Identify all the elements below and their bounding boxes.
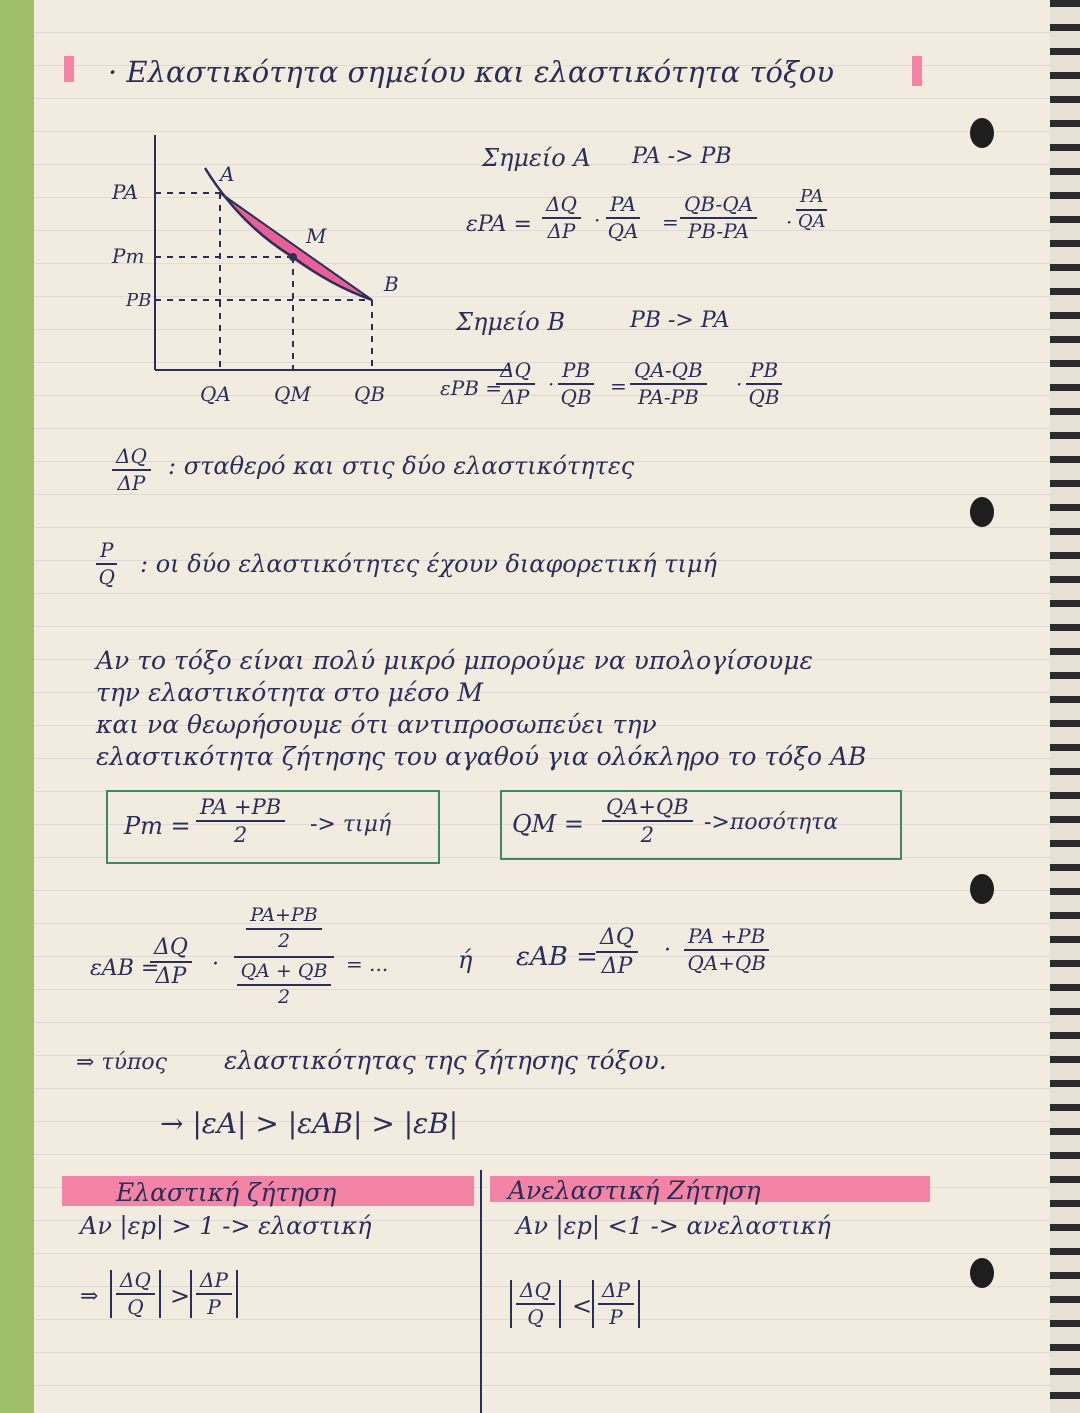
elastic-rhs-frac: $\frac{\Delta P}{P}$	[190, 1270, 238, 1318]
inelastic-rule: Αν |εp| <1 -> ανελαστική	[516, 1212, 831, 1240]
point-label-b: B	[384, 272, 399, 296]
spiral-binding	[1050, 0, 1080, 1413]
pm-note: -> τιμή	[310, 812, 392, 837]
punch-hole	[970, 118, 994, 148]
elastic-arrow: ⇒	[80, 1284, 99, 1309]
elastic-title: Ελαστική ζήτηση	[116, 1178, 337, 1207]
title-marker-right	[912, 56, 922, 86]
page-title: · Ελαστικότητα σημείου και ελαστικότητα τόξου	[108, 55, 835, 89]
note-p-q-frac: $\frac{P}{Q}$	[96, 540, 117, 588]
axis-label-qb: QB	[354, 382, 386, 406]
point-b-frac-pb-qb-2: $\frac{PB}{QB}$	[746, 360, 782, 408]
point-label-m: M	[306, 224, 327, 248]
arc-or: ή	[458, 946, 473, 974]
punch-hole	[970, 1258, 994, 1288]
arc-frac-dq-dp: $\frac{\Delta Q}{\Delta P}$	[150, 936, 192, 988]
column-divider	[480, 1170, 482, 1413]
note-dq-dp-frac: $\frac{\Delta Q}{\Delta P}$	[112, 446, 151, 494]
qm-lhs: QM =	[512, 810, 584, 838]
arc-tail: = ...	[346, 952, 389, 976]
equals: =	[662, 210, 679, 234]
point-a-lhs: εPA =	[466, 212, 532, 237]
point-label-a: A	[220, 162, 235, 186]
point-a-frac-dq-dp: $\frac{\Delta Q}{\Delta P}$	[542, 194, 581, 242]
dot: ·	[594, 208, 601, 232]
paragraph-line-1: Αν το τόξο είναι πολύ μικρό μπορούμε να υπολογίσουμε	[96, 646, 813, 675]
axis-label-qm: QM	[274, 382, 311, 406]
arc-frac-3: $\frac{PA +PB}{QA+QB}$	[684, 926, 769, 974]
margin-bar	[0, 0, 34, 1413]
note-dq-dp-text: : σταθερό και στις δύο ελαστικότητες	[168, 452, 635, 480]
qm-note: ->ποσότητα	[704, 810, 839, 835]
point-b-frac-dq-dp: $\frac{\Delta Q}{\Delta P}$	[496, 360, 535, 408]
arc-frac-2: $\frac{\Delta Q}{\Delta P}$	[596, 926, 638, 978]
inelastic-title: Ανελαστική Ζήτηση	[508, 1176, 761, 1205]
dot: ·	[736, 372, 743, 396]
arc-big-den: $\frac{QA + QB}{2}$	[237, 962, 332, 1008]
point-b-lhs: εPB =	[440, 376, 503, 400]
note-p-q-text: : οι δύο ελαστικότητες έχουν διαφορετική τιμή	[140, 550, 717, 578]
dot: ·	[786, 210, 793, 234]
axis-label-pb: PB	[126, 290, 152, 311]
arc-big-num: $\frac{PA+PB}{2}$	[246, 906, 321, 952]
punch-hole	[970, 874, 994, 904]
dot: ·	[548, 372, 555, 396]
pm-lhs: Pm =	[124, 812, 191, 840]
pm-frac: $\frac{PA +PB}{2}$	[196, 796, 285, 846]
demand-curve-graph	[100, 130, 520, 410]
paragraph-line-2: την ελαστικότητα στο μέσο M	[96, 678, 483, 707]
point-b-frac-pb-qb: $\frac{PB}{QB}$	[558, 360, 594, 408]
arc-big-fraction	[234, 906, 334, 1008]
conclusion-arrow-label: ⇒ τύπος	[76, 1050, 167, 1075]
arc-lhs-2: εAB =	[516, 942, 598, 972]
point-b-direction: PB -> PA	[630, 308, 730, 333]
arc-lhs: εAB =	[90, 956, 160, 981]
dot: ·	[212, 952, 219, 977]
axis-label-pa: PA	[112, 180, 139, 204]
point-a-frac-pa-qa-2: $\frac{PA}{QA}$	[797, 186, 826, 232]
inelastic-rhs-frac: $\frac{\Delta P}{P}$	[592, 1280, 640, 1328]
axis-label-qa: QA	[200, 382, 231, 406]
elastic-lhs-frac: $\frac{\Delta Q}{Q}$	[110, 1270, 161, 1318]
fraction-bar	[234, 956, 334, 958]
title-marker-left	[64, 56, 74, 82]
point-a-frac-diff: $\frac{QB-QA}{PB-PA}$	[680, 194, 757, 242]
elastic-op: >	[170, 1282, 191, 1310]
inelastic-lhs-frac: $\frac{\Delta Q}{Q}$	[510, 1280, 561, 1328]
point-a-direction: PA -> PB	[632, 144, 732, 169]
elastic-rule: Αν |εp| > 1 -> ελαστική	[80, 1212, 372, 1240]
inelastic-op: <	[572, 1292, 593, 1320]
point-a-heading: Σημείο A	[482, 144, 591, 172]
point-b-heading: Σημείο B	[456, 308, 565, 336]
dot: ·	[664, 938, 671, 963]
axis-label-pm: Pm	[112, 244, 145, 268]
conclusion-inequality: → |εA| > |εAB| > |εB|	[160, 1107, 459, 1140]
conclusion-text: ελαστικότητας της ζήτησης τόξου.	[224, 1046, 667, 1075]
punch-hole	[970, 497, 994, 527]
paragraph-line-4: ελαστικότητα ζήτησης του αγαθού για ολόκληρο το τόξο AB	[96, 742, 867, 771]
point-a-frac-pa-qa: $\frac{PA}{QA}$	[607, 192, 639, 243]
point-b-frac-diff: $\frac{QA-QB}{PA-PB}$	[630, 360, 707, 408]
paragraph-line-3: και να θεωρήσουμε ότι αντιπροσωπεύει την	[96, 710, 657, 739]
qm-frac: $\frac{QA+QB}{2}$	[602, 796, 693, 846]
equals: =	[610, 374, 627, 398]
